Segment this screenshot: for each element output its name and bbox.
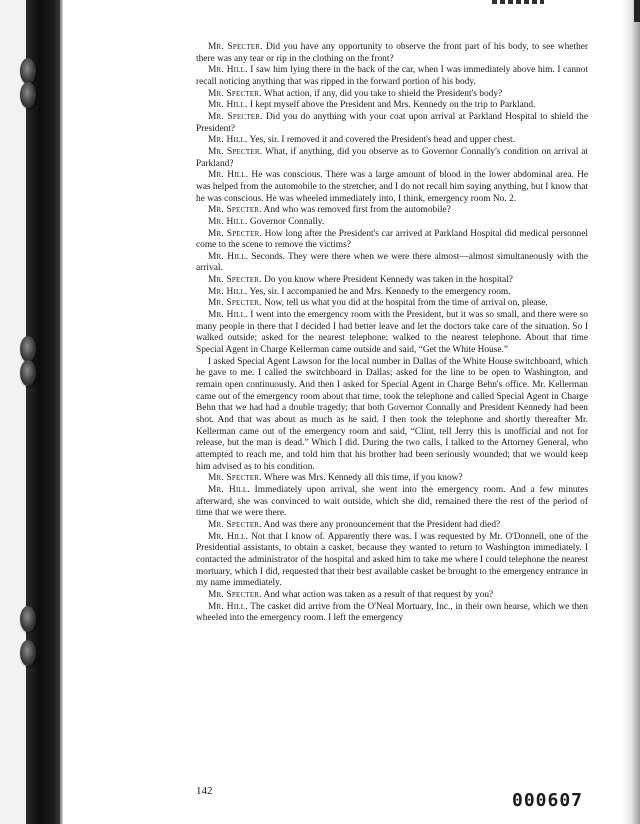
document-number: 000607 [512, 790, 584, 811]
testimony-paragraph [196, 485, 588, 520]
paragraph-text: Now, tell us what you did at the hospital from the time of arrival on, please. [264, 298, 548, 309]
paragraph-text: I kept myself above the President and Mrs. Kennedy on the trip to Parkland. [249, 100, 536, 111]
speaker-name: Mr. Specter. [208, 146, 263, 157]
speaker-name: Mr. Specter. [208, 205, 262, 216]
speaker-name: Mr. Specter. [208, 298, 262, 309]
speaker-name: Mr. Hill. [208, 310, 248, 321]
paragraph-text: Did you have any opportunity to observe the front part of his body, to see whether there was any tear or rip in the clothing on the front? [196, 42, 589, 64]
testimony-paragraph [196, 147, 588, 170]
paragraph-text: And what action was taken as a result of that request by you? [263, 589, 494, 600]
binding-edge [60, 0, 63, 824]
speaker-name: Mr. Specter. [208, 42, 263, 52]
speaker-name: Mr. Hill. [208, 531, 249, 542]
speaker-name: Mr. Specter. [208, 519, 262, 530]
testimony-paragraph [196, 590, 588, 602]
testimony-paragraph [196, 65, 588, 88]
punch-hole [20, 606, 36, 632]
punch-hole [20, 82, 36, 108]
testimony-paragraph [196, 357, 588, 474]
testimony-paragraph [196, 135, 588, 147]
speaker-name: Mr. Specter. [208, 88, 262, 99]
paragraph-text: Yes, sir. I removed it and covered the President's head and upper chest. [249, 135, 516, 146]
paragraph-text: Did you do anything with your coat upon arrival at Parkland Hospital to shield the President? [196, 111, 588, 134]
paragraph-text: Do you know where President Kennedy was taken in the hospital? [264, 275, 513, 286]
speaker-name: Mr. Hill. [208, 286, 248, 297]
testimony-paragraph [196, 229, 588, 252]
punch-hole [20, 640, 36, 666]
top-edge-mark [492, 0, 544, 4]
paragraph-text: Governor Connally. [249, 216, 325, 227]
testimony-paragraph [196, 205, 588, 217]
binding-strip [26, 0, 60, 824]
speaker-name: Mr. Hill. [208, 484, 250, 495]
paragraph-text: Immediately upon arrival, she went into the emergency room. And a few minutes afterward, she was convinced to wait outside, which she did, remained there the rest of the period of time that we were there. [196, 484, 589, 519]
paragraph-text: I saw him lying there in the back of the car, when I was immediately above him. I cannot recall noticing anything that was ripped in the forward portion of his body. [196, 65, 588, 87]
speaker-name: Mr. Hill. [208, 170, 249, 181]
testimony-paragraph [196, 275, 588, 287]
paragraph-text: Seconds. They were there when we were there almost—almost simultaneously with the arrival. [196, 251, 588, 274]
speaker-name: Mr. Specter. [208, 275, 262, 286]
paragraph-text: What action, if any, did you take to shield the President's body? [263, 88, 503, 99]
testimony-text [196, 42, 588, 625]
paragraph-text: And who was removed first from the automobile? [263, 205, 451, 216]
paragraph-text: I went into the emergency room with the President, but it was so small, and there were so many people in there that I decided I had better leave and let the doctors take care of the situation. So I walked outside; asked for the nearest telephone; walked to the nearest telephone. About that time Special Agent in Charge Kellerman came outside and said, “Get the White House.” [196, 310, 588, 356]
paragraph-text: Not that I know of. Apparently there was. I was requested by Mr. O'Donnell, one of the Presidential assistants, to obtain a casket, because they wanted to return to Washington immediately. I contacted the administrator of the hospital and asked him to take me where I could telephone the nearest mortuary, which I did, requested that their best available casket be brought to the emergency entrance in my name immediately. [196, 531, 588, 589]
speaker-name: Mr. Specter. [208, 589, 262, 600]
speaker-name: Mr. Specter. [208, 228, 263, 239]
paragraph-text: And was there any pronouncement that the President had died? [263, 519, 501, 530]
testimony-paragraph [196, 89, 588, 101]
testimony-paragraph [196, 42, 588, 65]
testimony-paragraph [196, 252, 588, 275]
testimony-paragraph [196, 170, 588, 205]
page-right-edge [622, 0, 640, 824]
paragraph-text: I asked Special Agent Lawson for the local number in Dallas of the White House switchboard, which he gave to me. I called the switchboard in Dallas; asked for the line to be open to Washington, and remain open continuously. And then I asked for Special Agent in Charge Behn's office. Mr. Kellerman came out of the emergency room about that time, took the telephone and called Special Agent in Charge Behn that we had had a double tragedy; that both Governor Connally and President Kennedy had been shot. And that was about as much as he said. I then took the telephone and shortly thereafter Mr. Kellerman came out of the emergency room and said, “Clint, tell Jerry this is unofficial and not for release, but the man is dead.” Which I did. During the two calls, I talked to the Attorney General, who attempted to reach me, and told him that his brother had been seriously wounded; that we would keep him advised as to his condition. [196, 356, 588, 472]
speaker-name: Mr. Hill. [208, 216, 248, 227]
speaker-name: Mr. Specter. [208, 473, 262, 484]
testimony-paragraph [196, 112, 588, 135]
punch-hole [20, 58, 36, 84]
speaker-name: Mr. Hill. [208, 100, 248, 111]
testimony-paragraph [196, 298, 588, 310]
testimony-paragraph [196, 473, 588, 485]
page-number: 142 [196, 785, 213, 797]
page-corner-mark [634, 0, 640, 22]
speaker-name: Mr. Hill. [208, 135, 248, 146]
testimony-paragraph [196, 520, 588, 532]
testimony-paragraph [196, 602, 588, 625]
speaker-name: Mr. Hill. [208, 65, 248, 76]
paragraph-text: Yes, sir. I accompanied he and Mrs. Kennedy to the emergency room. [249, 286, 511, 297]
punch-hole [20, 360, 36, 386]
paragraph-text: What, if anything, did you observe as to Governor Connally's condition on arrival at Parkland? [196, 146, 588, 169]
binding-margin [0, 0, 62, 824]
paragraph-text: How long after the President's car arrived at Parkland Hospital did medical personnel come to the scene to remove the victims? [196, 228, 588, 251]
speaker-name: Mr. Specter. [208, 111, 263, 122]
paragraph-text: Where was Mrs. Kennedy all this time, if you know? [263, 473, 463, 484]
testimony-paragraph [196, 287, 588, 299]
testimony-paragraph [196, 100, 588, 112]
testimony-paragraph [196, 217, 588, 229]
testimony-paragraph [196, 310, 588, 357]
punch-hole [20, 336, 36, 362]
paragraph-text: The casket did arrive from the O'Neal Mortuary, Inc., in their own hearse, which we then wheeled into the emergency room. I left the emergency [196, 601, 588, 624]
speaker-name: Mr. Hill. [208, 601, 248, 612]
paragraph-text: He was conscious. There was a large amount of blood in the lower abdominal area. He was helped from the automobile to the stretcher, and I do not recall him saying anything, but I know that he was conscious. He was wheeled immediately into, I think, emergency room No. 2. [196, 170, 589, 204]
speaker-name: Mr. Hill. [208, 251, 249, 262]
testimony-paragraph [196, 532, 588, 590]
